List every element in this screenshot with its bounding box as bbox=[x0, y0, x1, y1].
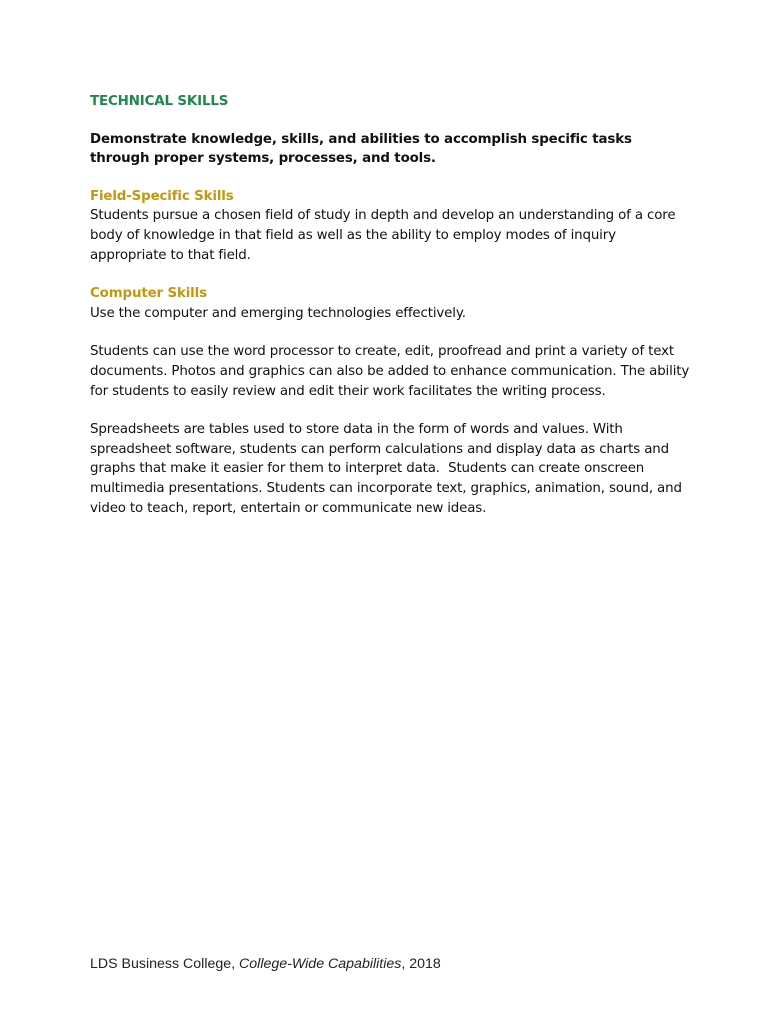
field-specific-heading: Field-Specific Skills bbox=[90, 188, 234, 204]
footer-year: , 2018 bbox=[401, 956, 441, 972]
section-title: TECHNICAL SKILLS bbox=[90, 94, 229, 109]
computer-skills-body: Use the computer and emerging technologies effectively. bbox=[90, 305, 466, 321]
page-footer bbox=[90, 956, 441, 972]
word-processor-paragraph: Students can use the word processor to create, edit, proofread and print a variety of text documents. Photos and graphics can also be added to enhance communication. The ability for students to easily review and edit their work facilitates the writing process. bbox=[90, 344, 690, 399]
document-content bbox=[90, 92, 690, 518]
spreadsheet-paragraph: Spreadsheets are tables used to store data in the form of words and values. With spreadsheet software, students can perform calculations and display data as charts and graphs that make it easier for them to interpret data. Students can create onscreen multimedia presentations. Students can incorporate text, graphics, animation, sound, and video to teach, report, entertain or communicate new ideas. bbox=[90, 422, 686, 516]
computer-skills-heading: Computer Skills bbox=[90, 286, 207, 302]
lead-statement: Demonstrate knowledge, skills, and abilities to accomplish specific tasks through proper systems, processes, and tools. bbox=[90, 131, 632, 167]
footer-title: College-Wide Capabilities bbox=[239, 956, 402, 972]
field-specific-body: Students pursue a chosen field of study in depth and develop an understanding of a core body of knowledge in that field as well as the ability to employ modes of inquiry appropriate to that field. bbox=[90, 208, 676, 263]
footer-org: LDS Business College, bbox=[90, 956, 240, 972]
